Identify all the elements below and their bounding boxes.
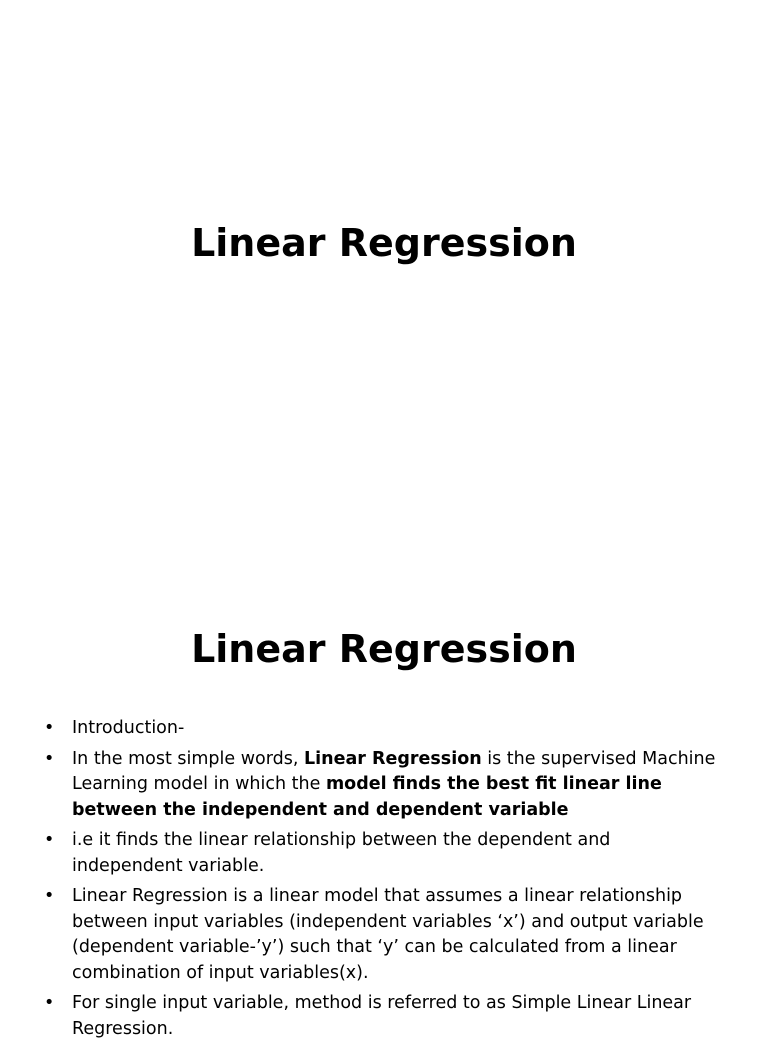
bullet-text: For single input variable, method is referred to as Simple Linear Linear Regression.	[72, 993, 692, 1039]
bullet-item-relationship	[44, 828, 724, 879]
bullet-item-linear-model	[44, 884, 724, 986]
bullet-text: Linear Regression is a linear model that assumes a linear relationship between input variables (independent variables ‘x’) and output variable (dependent variable-’y’) such that ‘y’ can be calculated from a linear combination of input variables(x).	[72, 886, 704, 983]
bullet-icon: •	[44, 993, 55, 1013]
bullet-icon: •	[44, 886, 55, 906]
bullet-item-definition	[44, 747, 724, 824]
bullet-item-introduction	[44, 716, 724, 742]
slide-2-title: Linear Regression	[191, 627, 577, 671]
bullet-text-bold-definition: model finds the best fit linear line between the independent and dependent variable	[72, 774, 662, 820]
bullet-text-bold-term: Linear Regression	[303, 748, 482, 769]
bullet-text: Introduction-	[72, 718, 185, 738]
bullet-text-part1: In the most simple words,	[72, 748, 304, 769]
bullet-icon: •	[44, 718, 55, 738]
slide-1-title: Linear Regression	[191, 221, 577, 265]
bullet-text-part2: is the supervised Machine Learning model in which the	[72, 748, 716, 794]
bullet-icon: •	[44, 748, 55, 769]
bullet-text: i.e it finds the linear relationship between the dependent and independent variable.	[72, 830, 611, 876]
bullet-item-simple-linear	[44, 991, 724, 1042]
bullet-icon: •	[44, 830, 55, 850]
bullet-list	[44, 716, 724, 1047]
